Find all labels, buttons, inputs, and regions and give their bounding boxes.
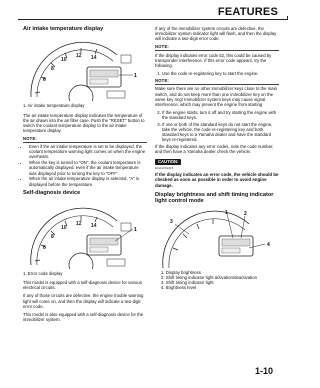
- meter-illustration: [23, 35, 147, 101]
- svg-text:6: 6: [43, 245, 46, 251]
- fig-callout: 4: [267, 241, 270, 248]
- fig-callout: 1: [225, 209, 228, 216]
- caution-badge: CAUTION:: [155, 159, 181, 166]
- list-item: • When the air intake temperature display is selected, "A" is displayed before the temperature.: [29, 176, 147, 186]
- list-item: • When the key is turned to "ON", the coolant temperature is automatically displayed, even if the air intake temperature was displayed prior to turning the key to "OFF".: [29, 160, 147, 175]
- page-number: 1-10: [254, 366, 273, 376]
- paragraph: If any of the immobilizer system circuits are defective, the immobilizer system indicator light will flash, and then the display will indicate a two-digit error code.: [155, 26, 277, 42]
- list-item: 2. Shift timing indicator light activation/deactivation: [161, 274, 258, 280]
- note-label: NOTE:: [155, 78, 170, 84]
- svg-text:6: 6: [43, 77, 46, 84]
- note-label: NOTE:: [155, 44, 170, 50]
- list-item: 3. If one or both of the standard keys do not start the engine, take the vehicle, the code re-registering key and both standard keys to a Yamaha dealer and have the standard keys re-registered.: [162, 122, 279, 142]
- note-bullet-list: [23, 144, 147, 186]
- list-item: 1. Use the code re-registering key to start the engine.: [162, 71, 279, 76]
- fig-callout: 3: [170, 218, 173, 225]
- svg-text:8: 8: [51, 234, 54, 240]
- figure-caption: 1. Error code display: [23, 271, 63, 276]
- meter-illustration: [23, 199, 147, 269]
- paragraph: The air intake temperature display indicates the temperature of the air drawn into the air filter case. Push the "RESET" button to switch the coolant temperature display to the air intake temperature display.: [23, 112, 145, 133]
- note-rule: [155, 84, 279, 85]
- note-label: NOTE:: [23, 136, 38, 142]
- paragraph: If the display indicates any error codes, note the code number, and then have a Yamaha dealer check the vehicle.: [155, 144, 274, 155]
- svg-text:8: 8: [51, 66, 54, 73]
- figure-caption: 1. Air intake temperature display: [23, 103, 85, 109]
- meter-illustration: [155, 208, 279, 270]
- figure-air-intake-display: [23, 35, 147, 101]
- figure-reference-list: [155, 270, 279, 290]
- fig-callout: 1: [134, 227, 137, 233]
- fig-callout: 2: [244, 210, 247, 217]
- figure-brightness-display: [155, 208, 279, 270]
- header-rule: [18, 19, 288, 20]
- note-rule: [155, 50, 279, 51]
- note-rule: [23, 142, 147, 143]
- list-item: 2. If the engine starts, turn it off and try starting the engine with the standard keys.: [162, 110, 279, 120]
- note-text: Make sure there are no other immobilizer keys close to the main switch, and do not keep more than one immobilizer key on the same key ring! Immobilizer system keys may cause signal interference, which may prevent the engine from starting: [155, 86, 278, 107]
- fig-callout: 1: [134, 73, 137, 80]
- list-item: 1. Display brightness: [161, 269, 201, 275]
- paragraph: This model is equipped with a self-diagnosis device for various electrical circuits.: [23, 280, 142, 291]
- paragraph: This model is also equipped with a self-diagnosis device for the immobilizer system.: [23, 311, 144, 323]
- page-header: [0, 4, 300, 22]
- section-title-self-diagnosis: Self-diagnosis device: [23, 189, 81, 196]
- step-list: [155, 110, 279, 142]
- svg-text:12: 12: [76, 221, 82, 227]
- list-item: • Even if the air intake temperature is set to be displayed, the coolant temperature warning light comes on when the engine overheats.: [29, 144, 147, 159]
- left-column: [23, 26, 147, 325]
- note-text: If the display indicates error code 52, this could be caused by transponder interference. If this error code appears, try the following.: [155, 52, 272, 68]
- list-item: 4. Brightness level: [161, 284, 197, 290]
- header-title: FEATURES: [217, 6, 278, 18]
- svg-text:12: 12: [76, 53, 82, 60]
- paragraph: If any of those circuits are defective, the engine trouble warning light will come on, and then the display will indicate a two-digit error code.: [23, 293, 144, 309]
- step-list: [155, 71, 279, 76]
- svg-text:14: 14: [91, 55, 97, 62]
- svg-text:14: 14: [91, 223, 97, 229]
- svg-text:10: 10: [61, 57, 67, 64]
- caution-code: ECA4C61015: [155, 166, 174, 171]
- figure-error-code-display: [23, 199, 147, 269]
- svg-text:10: 10: [61, 225, 67, 231]
- list-item: 3. Shift timing indicator light: [161, 279, 214, 285]
- section-title-brightness: Display brightness and shift timing indicator light control mode: [155, 191, 274, 205]
- right-column: [155, 26, 279, 290]
- caution-text: If the display indicates an error code, the vehicle should be checked as soon as possible in order to avoid engine damage.: [155, 172, 279, 188]
- section-title-air-intake: Air intake temperature display: [23, 26, 104, 32]
